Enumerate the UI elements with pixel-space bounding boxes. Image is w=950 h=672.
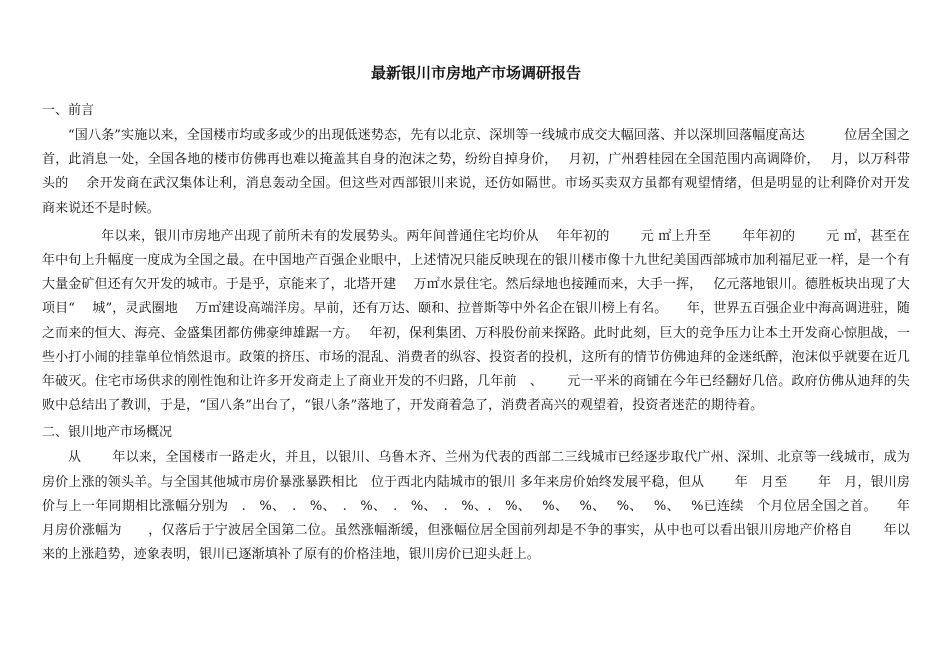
- section-heading-preface: 一、前言: [42, 103, 95, 118]
- section-heading-overview: 二、银川地产市场概况: [42, 425, 173, 441]
- paragraph: “国八条”实施以来，全国楼市均或多或少的出现低迷势态，先有以北京、深圳等一线城市成交大幅回落、并以深圳回落幅度高达 位居全国之首，此消息一处，全国各地的楼市仿佛再也难以掩盖其自身的泡沫之势，纷纷自掉身价， 月初，广州碧桂园在全国范围内高调降价， 月，以万科带头的 余开发商在武汉集体让利，消息轰动全国。但这些对西部银川来说，还仿如隔世。市场买卖双方虽都有观望情绪，但是明显的让利降价对开发商来说还不是时候。: [42, 128, 910, 216]
- paragraph: 从 年以来，全国楼市一路走火，并且，以银川、乌鲁木齐、兰州为代表的西部二三线城市已经逐步取代广州、深圳、北京等一线城市，成为房价上涨的领头羊。与全国其他城市房价暴涨暴跌相比 位于西北内陆城市的银川 多年来房价始终发展平稳，但从 年 月至 年 月，银川房价与上一年同期相比涨幅分别为 . %、 . %、 . %、 . %、 . %、. %、 %、 %、 %、 %、 %已连续 个月位居全国之首。 年 月房价涨幅为 ，仅落后于宁波居全国第二位。虽然涨幅渐缓，但涨幅位居全国前列却是不争的事实，从中也可以看出银川房地产价格自 年以来的上涨趋势，迹象表明，银川已逐渐填补了原有的价格洼地，银川房价已迎头赶上。: [42, 450, 924, 563]
- document-title: 最新银川市房地产市场调研报告: [370, 64, 581, 82]
- paragraph: 年以来，银川市房地产出现了前所未有的发展势头。两年间普通住宅均价从 年年初的 元 ㎡上升至 年年初的 元 ㎡，甚至在 年中旬上升幅度一度成为全国之最。在中国地产百强企业眼中，上述情况只能反映现在的银川楼市像十九世纪美国西部城市加利福尼亚一样，是一个有大量金矿但还有欠开发的城市。于是乎，京能来了，北塔开建 万㎡水景住宅。然后绿地也接踵而来，大手一挥， 亿元落地银川。德胜板块出现了大项目“ 城”，灵武圈地 万㎡建设高端洋房。早前，还有万达、颐和、拉普斯等中外名企在银川榜上有名。 年，世界五百强企业中海高调进驻，随之而来的恒大、海亮、金盛集团都仿佛豪绅雄踞一方。 年初，保利集团、万科股份前来探路。此时此刻，巨大的竞争压力让本土开发商心惊胆战，一些小打小闹的挂靠单位悄然退市。政策的挤压、市场的混乱、消费者的纵容、投资者的投机，这所有的情节仿佛迪拜的金迷纸醉，泡沫似乎就要在近几年破灭。住宅市场供求的刚性饱和让许多开发商走上了商业开发的不归路，几年前 、 元一平米的商铺在今年已经翻好几倍。政府仿佛从迪拜的失败中总结出了教训，于是，“国八条”出台了，“银八条”落地了，开发商着急了，消费者高兴的观望着，投资者迷茫的期待着。: [42, 228, 928, 414]
- document-page: [42, 60, 928, 571]
